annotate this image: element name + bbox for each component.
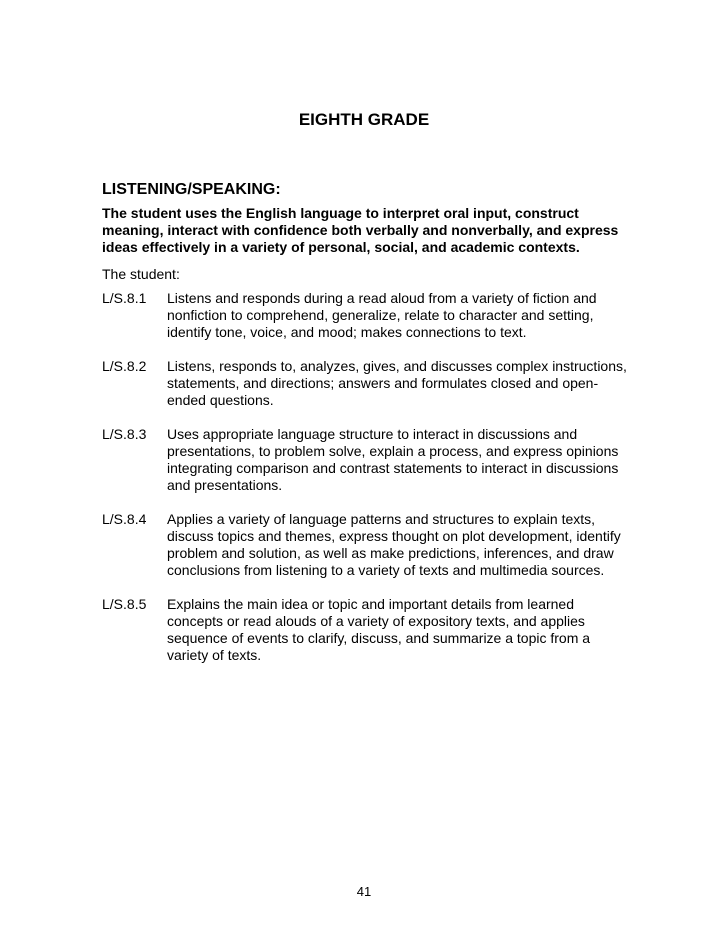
standard-code: L/S.8.5 bbox=[102, 596, 147, 612]
section-heading: LISTENING/SPEAKING: bbox=[102, 181, 281, 198]
standard-item bbox=[102, 358, 632, 409]
standard-text: Explains the main idea or topic and important details from learned concepts or read alouds of a variety of expository texts, and applies sequence of events to clarify, discuss, and summarize a topic from a variety of texts. bbox=[167, 596, 591, 663]
standard-item bbox=[102, 511, 632, 579]
page-title: EIGHTH GRADE bbox=[298, 110, 430, 129]
standard-text: Applies a variety of language patterns and structures to explain texts, discuss topics and themes, express thought on plot development, identify problem and solution, as well as make predictions, inferences, and draw conclusions from listening to a variety of texts and multimedia sources. bbox=[167, 511, 621, 578]
standard-code: L/S.8.3 bbox=[102, 426, 147, 442]
standard-code: L/S.8.2 bbox=[102, 358, 147, 374]
standard-item bbox=[102, 426, 632, 494]
standard-text: Listens, responds to, analyzes, gives, and discusses complex instructions, statements, and directions; answers and formulates closed and open-ended questions. bbox=[167, 358, 627, 408]
page-number: 41 bbox=[356, 884, 372, 899]
intro-text: The student: bbox=[102, 266, 180, 282]
standard-text: Listens and responds during a read aloud from a variety of fiction and nonfiction to comprehend, generalize, relate to character and setting, identify tone, voice, and mood; makes connections to text. bbox=[167, 290, 597, 340]
standard-code: L/S.8.4 bbox=[102, 511, 147, 527]
standard-text: Uses appropriate language structure to interact in discussions and presentations, to problem solve, explain a process, and express opinions integrating comparison and contrast statements to interact in discussions and presentations. bbox=[167, 426, 619, 493]
standard-item bbox=[102, 596, 632, 664]
section-lead-statement: The student uses the English language to interpret oral input, construct meaning, interact with confidence both verbally and nonverbally, and express ideas effectively in a variety of personal, social, and academic contexts. bbox=[102, 205, 619, 255]
standard-code: L/S.8.1 bbox=[102, 290, 147, 306]
page-content bbox=[102, 180, 632, 681]
standard-item bbox=[102, 290, 632, 341]
